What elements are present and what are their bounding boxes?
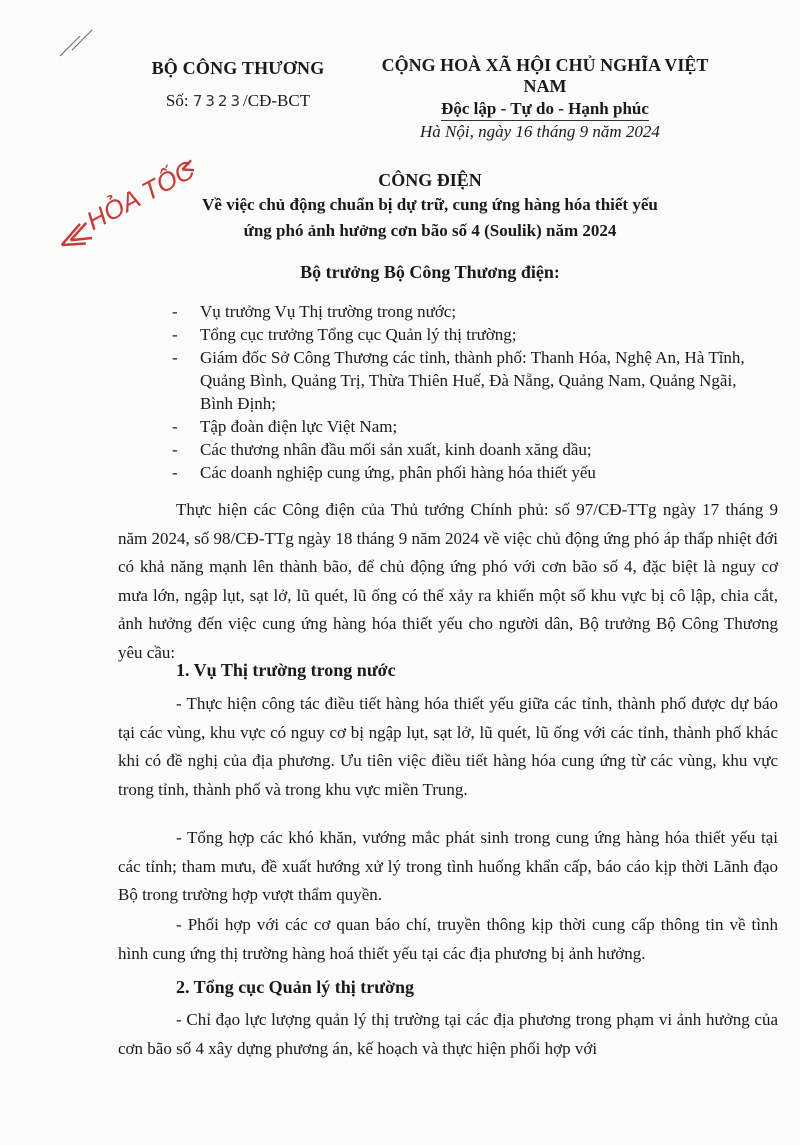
document-type: CÔNG ĐIỆN <box>378 170 482 190</box>
document-title-block <box>110 170 750 243</box>
section-2-heading: 2. Tổng cục Quản lý thị trường <box>176 977 414 997</box>
recipient-item: - Các doanh nghiệp cung ứng, phân phối hàng hóa thiết yếu <box>172 461 772 484</box>
doc-number-suffix: /CĐ-BCT <box>243 91 311 110</box>
document-subject-line-1: Về việc chủ động chuẩn bị dự trữ, cung ứng hàng hóa thiết yếu <box>202 195 658 214</box>
recipient-item: - Giám đốc Sở Công Thương các tỉnh, thành phố: Thanh Hóa, Nghệ An, Hà Tĩnh, Quảng Bình, Quảng Trị, Thừa Thiên Huế, Đà Nẵng, Quảng Nam, Quảng Ngãi, Bình Định; <box>172 346 772 415</box>
doc-number-prefix: Số: <box>165 91 189 110</box>
intro-paragraph: Thực hiện các Công điện của Thủ tướng Chính phủ: số 97/CĐ-TTg ngày 17 tháng 9 năm 2024, số 98/CĐ-TTg ngày 18 tháng 9 năm 2024 về việc chủ động ứng phó áp thấp nhiệt đới có khả năng mạnh lên thành bão, để chủ động ứng phó với cơn bão số 4, đặc biệt là nguy cơ mưa lớn, ngập lụt, sạt lở, lũ quét, lũ ống có thể xảy ra khiến một số khu vực bị cô lập, chia cắt, ảnh hưởng đến việc cung ứng hàng hóa thiết yếu cho người dân, Bộ trưởng Bộ Công Thương yêu cầu: <box>118 500 778 662</box>
recipient-item: - Vụ trưởng Vụ Thị trường trong nước; <box>172 300 772 323</box>
place-date: Hà Nội, ngày 16 tháng 9 năm 2024 <box>420 122 660 141</box>
section-1-paragraph: - Phối hợp với các cơ quan báo chí, truyền thông kịp thời cung cấp thông tin về tình hình cung ứng thị trường hàng hoá thiết yếu tại các địa phương bị ảnh hưởng. <box>118 915 778 963</box>
urgent-stamp-text: HỎA TỐC <box>81 154 200 237</box>
national-title: CỘNG HOÀ XÃ HỘI CHỦ NGHĨA VIỆT NAM <box>381 55 709 96</box>
national-title-block <box>380 55 710 121</box>
recipient-item: - Các thương nhân đầu mối sản xuất, kinh doanh xăng dầu; <box>172 438 772 461</box>
recipient-item: - Tổng cục trưởng Tổng cục Quản lý thị trường; <box>172 323 772 346</box>
national-motto: Độc lập - Tự do - Hạnh phúc <box>441 99 649 121</box>
section-1-paragraph: - Tổng hợp các khó khăn, vướng mắc phát sinh trong cung ứng hàng hóa thiết yếu tại các tỉnh; tham mưu, đề xuất hướng xử lý trong tình huống khẩn cấp, báo cáo kịp thời Lãnh đạo Bộ trong trường hợp vượt thẩm quyền. <box>118 828 778 904</box>
doc-number-handwritten: 7323 <box>192 92 244 110</box>
pen-stroke-mark <box>58 28 98 58</box>
issuing-agency-block <box>118 58 358 111</box>
section-2-paragraph: - Chỉ đạo lực lượng quản lý thị trường tại các địa phương trong phạm vi ảnh hưởng của cơn bão số 4 xây dựng phương án, kế hoạch và thực hiện phối hợp với <box>118 1010 778 1058</box>
recipient-item: - Tập đoàn điện lực Việt Nam; <box>172 415 772 438</box>
recipient-list <box>172 300 772 484</box>
section-1-heading: 1. Vụ Thị trường trong nước <box>176 660 396 680</box>
issuing-agency: BỘ CÔNG THƯƠNG <box>151 58 325 78</box>
document-number <box>118 91 358 111</box>
section-1-paragraph: - Thực hiện công tác điều tiết hàng hóa thiết yếu giữa các tỉnh, thành phố được dự báo tại các vùng, khu vực có nguy cơ bị ngập lụt, sạt lở, lũ quét, lũ ống với các tỉnh, thành phố khác khi có đề nghị của địa phương. Ưu tiên việc điều tiết hàng hóa cung ứng từ các vùng, khu vực trong tỉnh, thành phố và trong khu vực miền Trung. <box>118 694 778 799</box>
addressor-line: Bộ trưởng Bộ Công Thương điện: <box>300 262 560 282</box>
document-subject-line-2: ứng phó ảnh hưởng cơn bão số 4 (Soulik) năm 2024 <box>243 221 617 240</box>
